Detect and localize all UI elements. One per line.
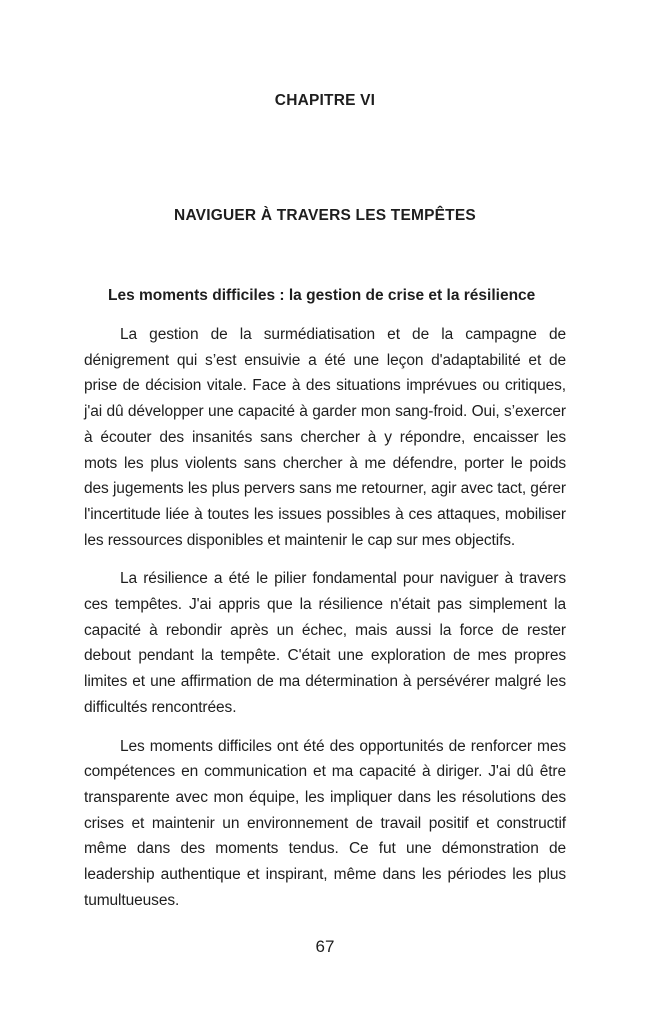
section-heading: Les moments difficiles : la gestion de crise et la résilience <box>108 287 536 304</box>
body-text <box>84 322 566 926</box>
paragraph-3: Les moments difficiles ont été des opportunités de renforcer mes compétences en communication et ma capacité à diriger. J'ai dû être transparente avec mon équipe, les impliquer dans les résolutions des crises et maintenir un environnement de travail positif et constructif même dans des moments tendus. Ce fut une démonstration de leadership authentique et inspirant, même dans les périodes les plus tumultueuses. <box>84 737 566 909</box>
page-number: 67 <box>315 937 335 956</box>
paragraph-2: La résilience a été le pilier fondamental pour naviguer à travers ces tempêtes. J'ai appris que la résilience n'était pas simplement la capacité à rebondir après un échec, mais aussi la force de rester debout pendant la tempête. C'était une exploration de mes propres limites et une affirmation de ma détermination à persévérer malgré les difficultés rencontrées. <box>84 570 566 716</box>
chapter-label: CHAPITRE VI <box>274 92 376 109</box>
chapter-title: NAVIGUER À TRAVERS LES TEMPÊTES <box>174 207 476 224</box>
paragraph-1: La gestion de la surmédiatisation et de la campagne de dénigrement qui s’est ensuivie a été une leçon d'adaptabilité et de prise de décision vitale. Face à des situations imprévues ou critiques, j'ai dû développer une capacité à garder mon sang-froid. Oui, s’exercer à écouter des insanités sans chercher à y répondre, encaisser les mots les plus violents sans chercher à me défendre, porter le poids des jugements les plus pervers sans me retourner, agir avec tact, gérer l'incertitude liée à toutes les issues possibles à ces attaques, mobiliser les ressources disponibles et maintenir le cap sur mes objectifs. <box>84 326 566 549</box>
